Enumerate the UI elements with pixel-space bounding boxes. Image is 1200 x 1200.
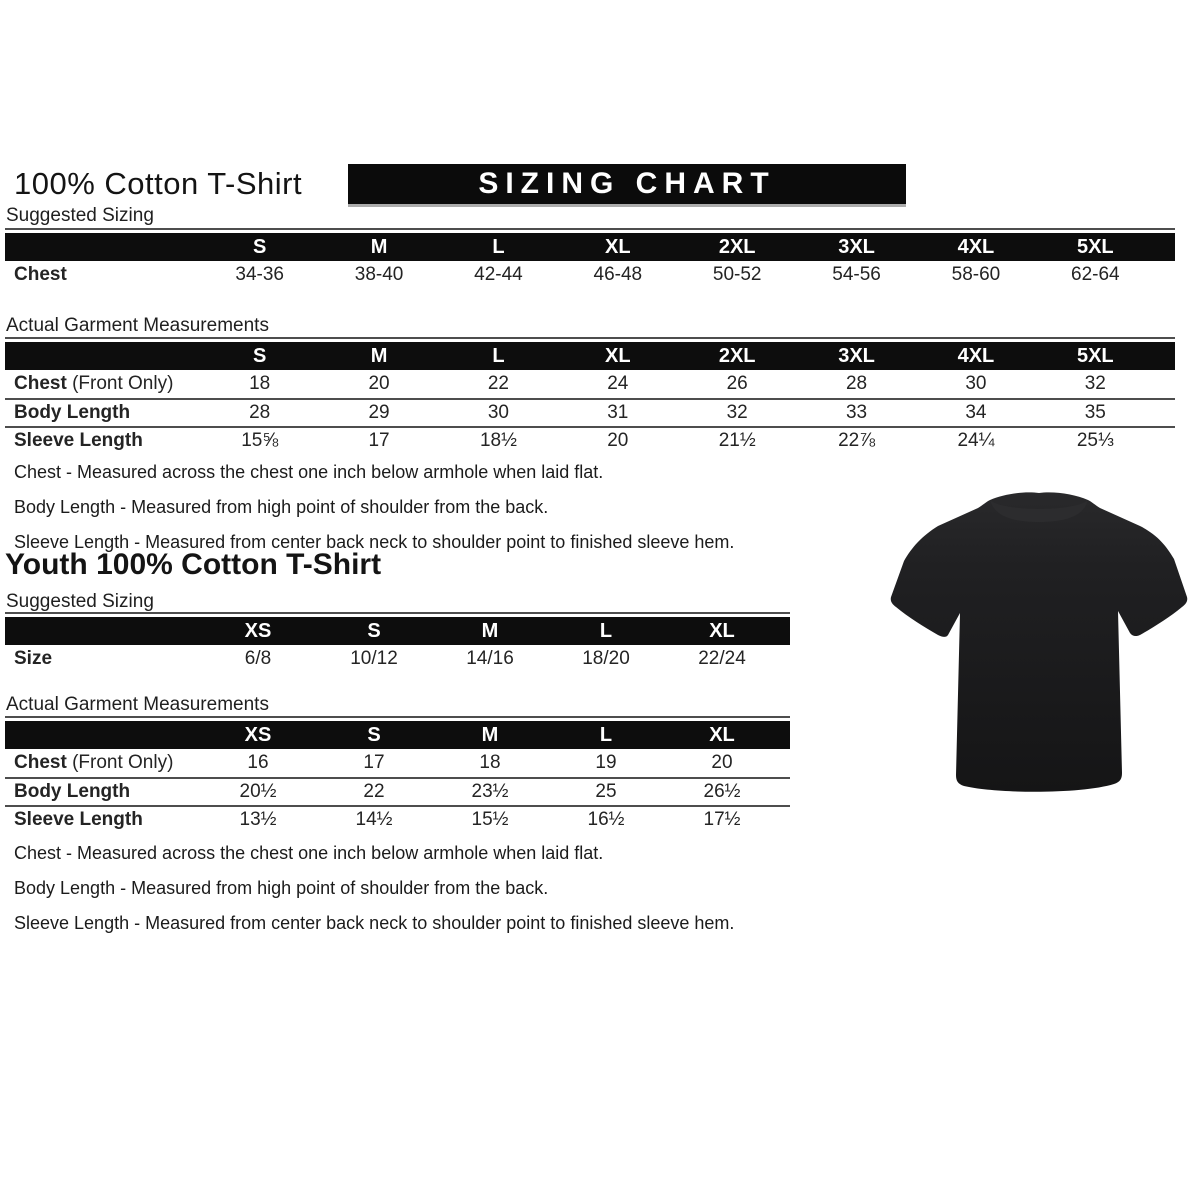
column-header-m: M (370, 344, 388, 367)
measurement-cell: 17 (363, 752, 385, 773)
column-header-4xl: 4XL (957, 235, 995, 258)
table-header-row (5, 342, 1175, 370)
column-header-xl: XL (605, 235, 631, 258)
row-label: Body Length (14, 402, 131, 423)
column-header-2xl: 2XL (718, 344, 756, 367)
sizing-chart-banner-text: SIZING CHART (478, 167, 776, 200)
column-header-m: M (481, 723, 499, 746)
measurement-cell: 22 (363, 781, 385, 802)
table-row (5, 805, 790, 833)
youth-suggested-sizing-table (5, 612, 790, 673)
measurement-cell: 22 (487, 373, 509, 394)
measurement-cell: 32 (1084, 373, 1106, 394)
measurement-cell: 22/24 (698, 648, 746, 669)
measurement-cell: 14/16 (466, 648, 514, 669)
measurement-cell: 20 (368, 373, 390, 394)
measurement-cell: 58-60 (951, 264, 1001, 285)
table-row (5, 398, 1175, 426)
measurement-cell: 20½ (239, 781, 277, 802)
column-header-l: L (599, 619, 613, 642)
table-row (5, 749, 790, 777)
measurement-note: Body Length - Measured from high point of shoulder from the back. (14, 497, 549, 517)
measurement-cell: 18/20 (582, 648, 630, 669)
measurement-cell: 30 (965, 373, 987, 394)
column-header-m: M (370, 235, 388, 258)
measurement-cell: 22⅞ (838, 430, 876, 451)
column-header-xl: XL (605, 344, 631, 367)
measurement-cell: 54-56 (832, 264, 881, 285)
measurement-note: Sleeve Length - Measured from center back neck to shoulder point to finished sleeve hem. (14, 913, 735, 933)
measurement-cell: 34-36 (235, 264, 284, 285)
youth-suggested-sizing-label: Suggested Sizing (6, 591, 154, 612)
column-header-l: L (599, 723, 613, 746)
measurement-cell: 13½ (239, 809, 277, 830)
column-header-xs: XS (244, 723, 272, 746)
column-header-s: S (367, 723, 381, 746)
adult-suggested-sizing-table (5, 228, 1175, 289)
youth-section-title: Youth 100% Cotton T-Shirt (5, 548, 382, 581)
youth-actual-measurements-label: Actual Garment Measurements (6, 694, 269, 715)
measurement-cell: 34 (965, 402, 987, 423)
row-label: Body Length (14, 781, 131, 802)
column-header-xl: XL (709, 723, 735, 746)
measurement-cell: 50-52 (712, 264, 762, 285)
measurement-cell: 30 (487, 402, 509, 423)
measurement-cell: 18 (249, 373, 271, 394)
tshirt-image (886, 485, 1194, 805)
measurement-note: Chest - Measured across the chest one inch below armhole when laid flat. (14, 843, 604, 863)
column-header-3xl: 3XL (838, 235, 875, 258)
column-header-4xl: 4XL (957, 344, 995, 367)
measurement-cell: 20 (607, 430, 629, 451)
row-label: Chest (14, 264, 67, 285)
measurement-cell: 31 (607, 402, 629, 423)
row-label: Chest (Front Only) (14, 752, 174, 773)
measurement-cell: 20 (711, 752, 733, 773)
column-header-xl: XL (709, 619, 735, 642)
measurement-cell: 24¼ (957, 430, 995, 451)
measurement-cell: 28 (845, 373, 868, 394)
table-header-row (5, 233, 1175, 261)
adult-suggested-sizing-label: Suggested Sizing (6, 205, 154, 226)
measurement-cell: 18 (479, 752, 501, 773)
table-row (5, 370, 1175, 398)
adult-actual-measurements-label: Actual Garment Measurements (6, 315, 269, 336)
measurement-cell: 28 (249, 402, 271, 423)
row-label: Sleeve Length (14, 809, 143, 830)
measurement-note: Chest - Measured across the chest one inch below armhole when laid flat. (14, 462, 604, 482)
measurement-note: Sleeve Length - Measured from center back neck to shoulder point to finished sleeve hem. (14, 532, 735, 552)
measurement-cell: 33 (845, 402, 868, 423)
measurement-cell: 35 (1084, 402, 1106, 423)
column-header-5xl: 5XL (1076, 235, 1114, 258)
table-header-row (5, 617, 790, 645)
youth-actual-measurements-table (5, 716, 790, 833)
measurement-cell: 42-44 (474, 264, 523, 285)
measurement-cell: 17½ (703, 809, 741, 830)
measurement-cell: 14½ (355, 809, 393, 830)
measurement-cell: 32 (726, 402, 748, 423)
measurement-cell: 26 (726, 373, 748, 394)
measurement-note: Body Length - Measured from high point of shoulder from the back. (14, 878, 549, 898)
table-row (5, 261, 1175, 289)
measurement-cell: 18½ (479, 430, 517, 451)
measurement-cell: 24 (607, 373, 629, 394)
sizing-chart-banner (348, 164, 906, 204)
column-header-m: M (481, 619, 499, 642)
measurement-cell: 25 (595, 781, 617, 802)
column-header-3xl: 3XL (838, 344, 875, 367)
row-label: Sleeve Length (14, 430, 143, 451)
measurement-cell: 46-48 (593, 264, 643, 285)
column-header-s: S (253, 344, 267, 367)
measurement-cell: 23½ (471, 781, 509, 802)
column-header-5xl: 5XL (1076, 344, 1114, 367)
measurement-cell: 17 (368, 430, 390, 451)
measurement-cell: 15½ (471, 809, 509, 830)
measurement-cell: 21½ (718, 430, 756, 451)
table-header-row (5, 721, 790, 749)
table-row (5, 426, 1175, 454)
row-label: Size (14, 648, 53, 669)
measurement-cell: 15⅝ (241, 430, 279, 451)
row-label: Chest (Front Only) (14, 373, 174, 394)
column-header-l: L (492, 235, 505, 258)
measurement-cell: 25⅓ (1076, 430, 1114, 451)
table-row (5, 777, 790, 805)
column-header-xs: XS (244, 619, 272, 642)
measurement-cell: 10/12 (350, 648, 398, 669)
youth-measurement-notes (14, 843, 734, 948)
column-header-2xl: 2XL (718, 235, 756, 258)
column-header-s: S (367, 619, 381, 642)
measurement-cell: 62-64 (1071, 264, 1120, 285)
measurement-cell: 6/8 (244, 648, 272, 669)
measurement-cell: 26½ (703, 781, 741, 802)
measurement-cell: 19 (595, 752, 617, 773)
measurement-cell: 16½ (587, 809, 625, 830)
column-header-l: L (492, 344, 505, 367)
column-header-s: S (253, 235, 267, 258)
measurement-cell: 29 (368, 402, 390, 423)
adult-actual-measurements-table (5, 337, 1175, 454)
measurement-cell: 38-40 (354, 264, 404, 285)
page-title: 100% Cotton T-Shirt (14, 166, 303, 201)
measurement-cell: 16 (247, 752, 269, 773)
table-row (5, 645, 790, 673)
